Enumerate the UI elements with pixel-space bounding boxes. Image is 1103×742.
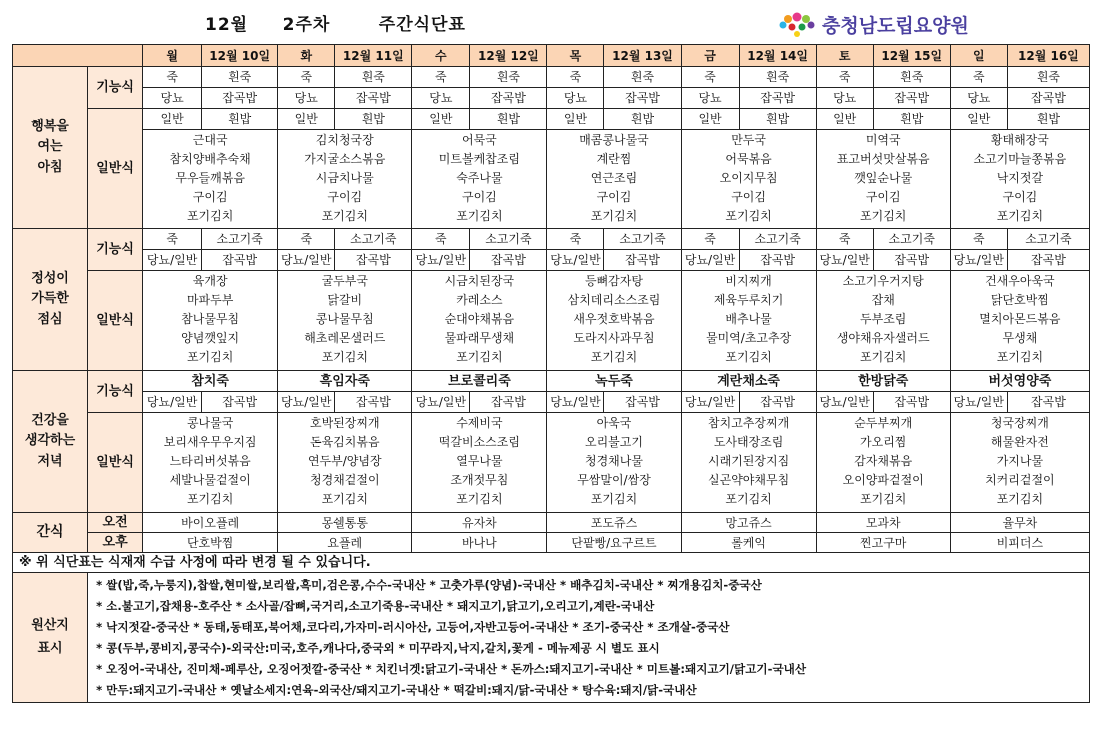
snack-pm-cell: 비피더스 — [950, 533, 1089, 553]
menu-item: 오이양파겉절이 — [842, 473, 924, 487]
menu-item: 포기김치 — [860, 492, 907, 506]
menu-item: 물파래무생채 — [444, 331, 515, 345]
menu-item: 연두부/양념장 — [307, 454, 382, 468]
rice-cell: 당뇨/일반 — [547, 250, 604, 271]
menu-item: 구이김 — [461, 190, 497, 204]
menu-item: 포기김치 — [860, 350, 907, 364]
menu-item: 오리불고기 — [585, 435, 643, 449]
menu-list — [547, 271, 681, 371]
porridge-cell: 소고기죽 — [470, 229, 547, 250]
menu-item: 호박된장찌개 — [309, 416, 380, 430]
porridge-cell: 죽 — [143, 229, 202, 250]
menu-item: 가지나물 — [996, 454, 1044, 468]
table-row — [13, 88, 1090, 109]
porridge-cell: 죽 — [278, 229, 335, 250]
menu-item: 건새우아욱국 — [985, 274, 1055, 288]
day-date: 12월 11일 — [335, 45, 412, 67]
menu-list — [412, 413, 547, 513]
menu-item: 가지굴소스볶음 — [304, 152, 386, 166]
menu-item: 포기김치 — [590, 350, 638, 364]
menu-item: 가오리찜 — [860, 435, 907, 449]
rice-cell: 잡곡밥 — [202, 392, 278, 413]
rice-cell: 잡곡밥 — [1007, 88, 1089, 109]
porridge-cell: 죽 — [816, 67, 873, 88]
label-am: 오전 — [88, 513, 143, 533]
menu-item: 청경채나물 — [585, 454, 643, 468]
porridge-cell: 죽 — [547, 67, 604, 88]
menu-item: 숙주나물 — [456, 171, 503, 185]
section-dinner: 건강을 생각하는 저녁 — [13, 371, 88, 513]
porridge-cell: 흰죽 — [202, 67, 278, 88]
menu-item: 두부조림 — [860, 312, 907, 326]
rice-cell: 당뇨 — [816, 88, 873, 109]
label-regular: 일반식 — [88, 413, 143, 513]
corner-cell — [13, 45, 143, 67]
menu-list — [143, 271, 278, 371]
table-row — [13, 67, 1090, 88]
menu-item: 카레소스 — [456, 293, 503, 307]
menu-list — [143, 413, 278, 513]
menu-change-notice: ※ 위 식단표는 식재재 수급 사정에 따라 변경 될 수 있습니다. — [13, 553, 1090, 573]
menu-item: 미트볼케찹조림 — [438, 152, 520, 166]
table-row — [13, 573, 1090, 703]
menu-item: 포기김치 — [725, 492, 772, 506]
menu-item: 조개젓무침 — [450, 473, 509, 487]
menu-list — [143, 130, 278, 229]
menu-item: 시래기된장지짐 — [708, 454, 790, 468]
menu-item: 아욱국 — [596, 416, 632, 430]
menu-list — [681, 130, 816, 229]
menu-item: 구이김 — [865, 190, 901, 204]
menu-item: 청국장찌개 — [990, 416, 1049, 430]
rice-cell: 당뇨/일반 — [412, 250, 470, 271]
menu-item: 양념깻잎지 — [181, 331, 240, 345]
rice-cell: 일반 — [547, 109, 604, 130]
rice-cell: 당뇨/일반 — [278, 250, 335, 271]
origin-line: * 소.불고기,잡채용-호주산 * 소사골/잡뼈,국거리,소고기죽용-국내산 * 돼지고기,닭고기,오리고기,계란-국내산 — [96, 598, 655, 613]
porridge-cell: 흰죽 — [470, 67, 547, 88]
rice-cell: 일반 — [950, 109, 1007, 130]
menu-item: 굴두부국 — [321, 274, 368, 288]
rice-cell: 흰밥 — [604, 109, 681, 130]
menu-item: 비지찌개 — [725, 274, 772, 288]
rice-cell: 당뇨 — [547, 88, 604, 109]
menu-item: 포기김치 — [725, 209, 772, 223]
section-lunch: 정성이 가득한 점심 — [13, 229, 88, 371]
menu-list — [816, 130, 950, 229]
menu-list — [950, 271, 1089, 371]
day-name: 수 — [412, 45, 470, 67]
menu-item: 근대국 — [192, 133, 228, 147]
logo-text: 충청남도립요양원 — [822, 15, 969, 37]
menu-item: 참나물무침 — [181, 312, 240, 326]
porridge-cell: 소고기죽 — [873, 229, 950, 250]
page-title: 12월 2주차 주간식단표 — [205, 15, 466, 35]
rice-cell: 당뇨/일반 — [412, 392, 470, 413]
menu-item: 닭갈비 — [327, 293, 363, 307]
menu-item: 멸치아몬드볶음 — [979, 312, 1061, 326]
menu-item: 포기김치 — [590, 209, 638, 223]
day-date: 12월 16일 — [1007, 45, 1089, 67]
label-functional: 기능식 — [88, 67, 143, 109]
menu-item: 어묵볶음 — [725, 152, 772, 166]
table-row — [13, 130, 1090, 229]
snack-am-cell: 바이오플레 — [143, 513, 278, 533]
menu-item: 시금치나물 — [315, 171, 374, 185]
menu-item: 삼치데리소스조림 — [567, 293, 661, 307]
snack-pm-cell: 롤케익 — [681, 533, 816, 553]
menu-item: 무쌈말이/쌈장 — [577, 473, 651, 487]
table-row — [13, 553, 1090, 573]
rice-cell: 잡곡밥 — [1007, 250, 1089, 271]
snack-am-cell: 모과차 — [816, 513, 950, 533]
menu-list — [547, 130, 681, 229]
porridge-cell: 죽 — [143, 67, 202, 88]
menu-list — [412, 271, 547, 371]
day-name: 화 — [278, 45, 335, 67]
menu-item: 실곤약야채무침 — [708, 473, 790, 487]
rice-cell: 흰밥 — [202, 109, 278, 130]
day-name: 토 — [816, 45, 873, 67]
menu-item: 포기김치 — [996, 209, 1044, 223]
porridge-cell: 흰죽 — [1007, 67, 1089, 88]
snack-am-cell: 유자차 — [412, 513, 547, 533]
menu-item: 생야채유자샐러드 — [836, 331, 930, 345]
snack-pm-cell: 단팥빵/요구르트 — [547, 533, 681, 553]
rice-cell: 일반 — [412, 109, 470, 130]
snack-am-cell: 포도쥬스 — [547, 513, 681, 533]
rice-cell: 잡곡밥 — [873, 250, 950, 271]
menu-item: 등뼈감자탕 — [585, 274, 643, 288]
menu-list — [278, 130, 412, 229]
menu-list — [950, 130, 1089, 229]
menu-item: 포기김치 — [321, 492, 368, 506]
porridge-cell: 계란채소죽 — [681, 371, 816, 392]
menu-item: 해초레몬샐러드 — [304, 331, 386, 345]
rice-cell: 당뇨/일반 — [816, 392, 873, 413]
table-row — [13, 392, 1090, 413]
rice-cell: 당뇨 — [412, 88, 470, 109]
porridge-cell: 참치죽 — [143, 371, 278, 392]
menu-item: 콩나물무침 — [315, 312, 374, 326]
menu-item: 시금치된장국 — [444, 274, 515, 288]
table-row — [13, 109, 1090, 130]
menu-item: 포기김치 — [186, 492, 234, 506]
menu-item: 포기김치 — [996, 492, 1044, 506]
rice-cell: 당뇨/일반 — [143, 392, 202, 413]
snack-pm-cell: 찐고구마 — [816, 533, 950, 553]
porridge-cell: 죽 — [547, 229, 604, 250]
rice-cell: 잡곡밥 — [335, 250, 412, 271]
table-row — [13, 513, 1090, 533]
menu-item: 마파두부 — [186, 293, 234, 307]
menu-item: 해물완자전 — [990, 435, 1049, 449]
table-row — [13, 371, 1090, 392]
rice-cell: 흰밥 — [1007, 109, 1089, 130]
rice-cell: 당뇨/일반 — [950, 392, 1007, 413]
menu-item: 낙지젓갈 — [996, 171, 1044, 185]
porridge-cell: 브로콜리죽 — [412, 371, 547, 392]
day-name: 월 — [143, 45, 202, 67]
day-name: 일 — [950, 45, 1007, 67]
day-name: 금 — [681, 45, 739, 67]
rice-cell: 당뇨/일반 — [681, 250, 739, 271]
day-date: 12월 15일 — [873, 45, 950, 67]
porridge-cell: 녹두죽 — [547, 371, 681, 392]
menu-list — [278, 271, 412, 371]
menu-item: 떡갈비소스조림 — [438, 435, 520, 449]
menu-item: 수제비국 — [456, 416, 503, 430]
menu-item: 표고버섯맛살볶음 — [836, 152, 930, 166]
porridge-cell: 흑임자죽 — [278, 371, 412, 392]
porridge-cell: 흰죽 — [739, 67, 816, 88]
rice-cell: 당뇨/일반 — [278, 392, 335, 413]
table-row — [13, 413, 1090, 513]
menu-item: 소고기마늘쫑볶음 — [973, 152, 1067, 166]
porridge-cell: 흰죽 — [873, 67, 950, 88]
menu-item: 잡채 — [871, 293, 895, 307]
rice-cell: 잡곡밥 — [739, 250, 816, 271]
label-regular: 일반식 — [88, 271, 143, 371]
menu-item: 도사태장조림 — [713, 435, 784, 449]
menu-item: 황태해장국 — [990, 133, 1049, 147]
porridge-cell: 죽 — [412, 229, 470, 250]
origin-line: * 만두:돼지고기-국내산 * 옛날소세지:연육-외국산/돼지고기-국내산 * 떡갈비:돼지/닭-국내산 * 탕수육:돼지/닭-국내산 — [96, 682, 697, 697]
rice-cell: 잡곡밥 — [873, 392, 950, 413]
rice-cell: 잡곡밥 — [604, 250, 681, 271]
rice-cell: 일반 — [816, 109, 873, 130]
origin-line: * 콩(두부,콩비지,콩국수)-외국산:미국,호주,캐나다,중국외 * 미꾸라지,낙지,갈치,꽃게 - 메뉴제공 시 별도 표시 — [96, 640, 660, 655]
menu-item: 무생채 — [1002, 331, 1038, 345]
menu-item: 순대야채볶음 — [444, 312, 515, 326]
weekly-menu-table — [12, 44, 1090, 703]
table-row — [13, 250, 1090, 271]
porridge-cell: 죽 — [412, 67, 470, 88]
menu-item: 포기김치 — [321, 350, 368, 364]
menu-item: 연근조림 — [590, 171, 638, 185]
rice-cell: 잡곡밥 — [739, 392, 816, 413]
rice-cell: 잡곡밥 — [604, 392, 681, 413]
table-row — [13, 533, 1090, 553]
porridge-cell: 죽 — [950, 229, 1007, 250]
menu-item: 느타리버섯볶음 — [169, 454, 251, 468]
menu-item: 보리새우무우지짐 — [163, 435, 257, 449]
menu-item: 무우들깨볶음 — [175, 171, 245, 185]
rice-cell: 잡곡밥 — [202, 250, 278, 271]
menu-item: 구이김 — [192, 190, 228, 204]
rice-cell: 흰밥 — [873, 109, 950, 130]
rice-cell: 잡곡밥 — [739, 88, 816, 109]
rice-cell: 잡곡밥 — [1007, 392, 1089, 413]
section-breakfast: 행복을 여는 아침 — [13, 67, 88, 229]
day-date: 12월 13일 — [604, 45, 681, 67]
flower-logo-icon — [776, 8, 818, 38]
menu-item: 포기김치 — [996, 350, 1044, 364]
porridge-cell: 소고기죽 — [604, 229, 681, 250]
menu-item: 치커리겉절이 — [985, 473, 1055, 487]
label-pm: 오후 — [88, 533, 143, 553]
menu-list — [816, 271, 950, 371]
rice-cell: 잡곡밥 — [873, 88, 950, 109]
menu-list — [278, 413, 412, 513]
rice-cell: 잡곡밥 — [470, 250, 547, 271]
menu-item: 도라지사과무침 — [573, 331, 655, 345]
menu-item: 오이지무침 — [719, 171, 778, 185]
menu-item: 포기김치 — [456, 209, 503, 223]
menu-item: 김치청국장 — [315, 133, 374, 147]
rice-cell: 잡곡밥 — [470, 392, 547, 413]
rice-cell: 당뇨/일반 — [950, 250, 1007, 271]
origin-line: * 오징어-국내산, 진미채-페루산, 오징어젓깔-중국산 * 치킨너겟:닭고기-국내산 * 돈까스:돼지고기-국내산 * 미트볼:돼지고기/닭고기-국내산 — [96, 661, 807, 676]
rice-cell: 당뇨 — [950, 88, 1007, 109]
menu-item: 열무나물 — [456, 454, 503, 468]
porridge-cell: 죽 — [278, 67, 335, 88]
menu-item: 닭단호박찜 — [990, 293, 1049, 307]
porridge-cell: 죽 — [681, 67, 739, 88]
menu-item: 포기김치 — [456, 492, 503, 506]
menu-item: 포기김치 — [860, 209, 907, 223]
rice-cell: 당뇨 — [278, 88, 335, 109]
rice-cell: 잡곡밥 — [604, 88, 681, 109]
menu-item: 소고기우거지탕 — [842, 274, 924, 288]
porridge-cell: 버섯영양죽 — [950, 371, 1089, 392]
origin-line: * 낙지젓갈-중국산 * 동태,동태포,북어채,코다리,가자미-러시아산, 고등어,자반고등어-국내산 * 조기-중국산 * 조개살-중국산 — [96, 619, 730, 634]
menu-item: 순두부찌개 — [854, 416, 913, 430]
snack-am-cell: 망고쥬스 — [681, 513, 816, 533]
origin-line: * 쌀(밥,죽,누룽지),찹쌀,현미쌀,보리쌀,흑미,검은콩,수수-국내산 * 고춧가루(양념)-국내산 * 배추김치-국내산 * 찌개용김치-중국산 — [96, 577, 762, 592]
menu-item: 매콤콩나물국 — [579, 133, 649, 147]
rice-cell: 일반 — [278, 109, 335, 130]
rice-cell: 흰밥 — [335, 109, 412, 130]
rice-cell: 당뇨/일반 — [143, 250, 202, 271]
menu-item: 청경채겉절이 — [309, 473, 380, 487]
table-row — [13, 271, 1090, 371]
porridge-cell: 소고기죽 — [202, 229, 278, 250]
rice-cell: 당뇨 — [143, 88, 202, 109]
porridge-cell: 소고기죽 — [1007, 229, 1089, 250]
menu-item: 참치고추장찌개 — [708, 416, 790, 430]
rice-cell: 잡곡밥 — [335, 392, 412, 413]
porridge-cell: 죽 — [816, 229, 873, 250]
menu-item: 감자채볶음 — [854, 454, 913, 468]
menu-item: 계란찜 — [596, 152, 632, 166]
rice-cell: 일반 — [143, 109, 202, 130]
menu-item: 포기김치 — [456, 350, 503, 364]
label-functional: 기능식 — [88, 229, 143, 271]
rice-cell: 흰밥 — [470, 109, 547, 130]
menu-item: 돈육김치볶음 — [309, 435, 380, 449]
porridge-cell: 흰죽 — [335, 67, 412, 88]
menu-list — [547, 413, 681, 513]
origin-list — [88, 573, 1090, 703]
rice-cell: 당뇨/일반 — [816, 250, 873, 271]
snack-pm-cell: 단호박찜 — [143, 533, 278, 553]
menu-item: 포기김치 — [186, 350, 234, 364]
menu-item: 구이김 — [731, 190, 766, 204]
menu-item: 포기김치 — [321, 209, 368, 223]
day-date: 12월 12일 — [470, 45, 547, 67]
day-date: 12월 10일 — [202, 45, 278, 67]
menu-item: 구이김 — [596, 190, 632, 204]
menu-item: 깻잎순나물 — [854, 171, 913, 185]
menu-list — [950, 413, 1089, 513]
day-date: 12월 14일 — [739, 45, 816, 67]
rice-cell: 흰밥 — [739, 109, 816, 130]
menu-list — [412, 130, 547, 229]
menu-item: 제육두루치기 — [713, 293, 784, 307]
rice-cell: 일반 — [681, 109, 739, 130]
menu-item: 참치양배추숙채 — [169, 152, 251, 166]
snack-pm-cell: 요플레 — [278, 533, 412, 553]
rice-cell: 잡곡밥 — [335, 88, 412, 109]
menu-item: 세발나물겉절이 — [169, 473, 251, 487]
origin-label: 원산지 표시 — [13, 573, 88, 703]
menu-item: 포기김치 — [725, 350, 772, 364]
porridge-cell: 죽 — [950, 67, 1007, 88]
day-name: 목 — [547, 45, 604, 67]
menu-item: 포기김치 — [590, 492, 638, 506]
menu-list — [816, 413, 950, 513]
menu-item: 어묵국 — [461, 133, 497, 147]
rice-cell: 당뇨/일반 — [547, 392, 604, 413]
logo — [776, 8, 1096, 38]
rice-cell: 당뇨 — [681, 88, 739, 109]
label-regular: 일반식 — [88, 109, 143, 229]
menu-list — [681, 271, 816, 371]
title-bar — [0, 0, 1103, 42]
rice-cell: 당뇨/일반 — [681, 392, 739, 413]
menu-item: 물미역/초고추장 — [706, 331, 792, 345]
porridge-cell: 한방닭죽 — [816, 371, 950, 392]
snack-am-cell: 율무차 — [950, 513, 1089, 533]
table-row — [13, 229, 1090, 250]
menu-list — [681, 413, 816, 513]
porridge-cell: 소고기죽 — [739, 229, 816, 250]
porridge-cell: 흰죽 — [604, 67, 681, 88]
porridge-cell: 소고기죽 — [335, 229, 412, 250]
menu-item: 구이김 — [327, 190, 363, 204]
menu-item: 구이김 — [1002, 190, 1038, 204]
menu-item: 만두국 — [731, 133, 766, 147]
menu-item: 포기김치 — [186, 209, 234, 223]
menu-item: 배추나물 — [725, 312, 772, 326]
snack-am-cell: 몽쉘통통 — [278, 513, 412, 533]
table-row — [13, 45, 1090, 67]
label-functional: 기능식 — [88, 371, 143, 413]
rice-cell: 잡곡밥 — [470, 88, 547, 109]
menu-item: 육개장 — [192, 274, 228, 288]
menu-item: 새우젓호박볶음 — [573, 312, 655, 326]
rice-cell: 잡곡밥 — [202, 88, 278, 109]
menu-item: 콩나물국 — [186, 416, 234, 430]
section-snack: 간식 — [13, 513, 88, 553]
porridge-cell: 죽 — [681, 229, 739, 250]
menu-item: 미역국 — [865, 133, 901, 147]
snack-pm-cell: 바나나 — [412, 533, 547, 553]
